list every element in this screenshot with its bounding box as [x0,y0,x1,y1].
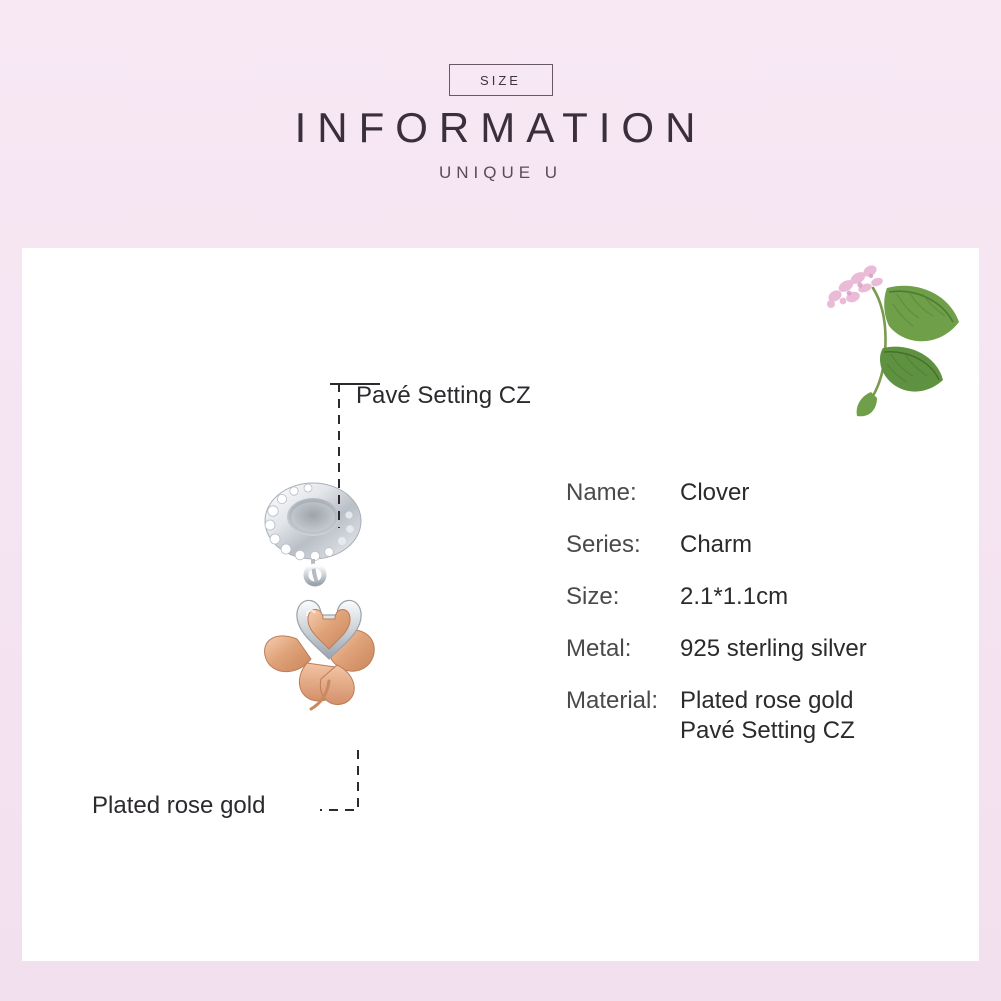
spec-key: Size: [566,583,620,610]
spec-value [680,478,749,508]
spec-value-line1: 2.1*1.1cm [680,583,789,610]
size-badge: SIZE [449,64,553,96]
spec-value [680,686,855,746]
page-title: INFORMATION [294,104,707,151]
spec-key: Metal: [566,635,632,662]
brand-subtitle: UNIQUE U [438,163,563,182]
callout-leader-line-bottom [302,748,442,828]
spec-row-name [566,478,946,508]
spec-value [680,634,867,664]
leaf-sprig-icon [813,252,973,422]
spec-key: Material: [566,687,659,714]
spec-key: Series: [566,531,641,558]
spec-row-material [566,686,946,746]
spec-key: Name: [566,479,637,506]
spec-value-line1: Plated rose gold [680,687,854,714]
spec-value-line2: Pavé Setting CZ [680,717,855,744]
clover-charm-illustration [237,463,447,723]
spec-value-line1: 925 sterling silver [680,635,867,662]
spec-value [680,530,752,560]
callout-label-pave: Pavé Setting CZ [356,382,531,409]
spec-row-size [566,582,946,612]
spec-value [680,582,788,612]
spec-value-line1: Clover [680,479,750,506]
content-card [22,248,979,961]
spec-value-line1: Charm [680,531,753,558]
spec-row-metal [566,634,946,664]
spec-row-series [566,530,946,560]
page-header [0,0,1001,248]
spec-list [566,478,946,768]
callout-label-rose-gold: Plated rose gold [92,792,266,819]
